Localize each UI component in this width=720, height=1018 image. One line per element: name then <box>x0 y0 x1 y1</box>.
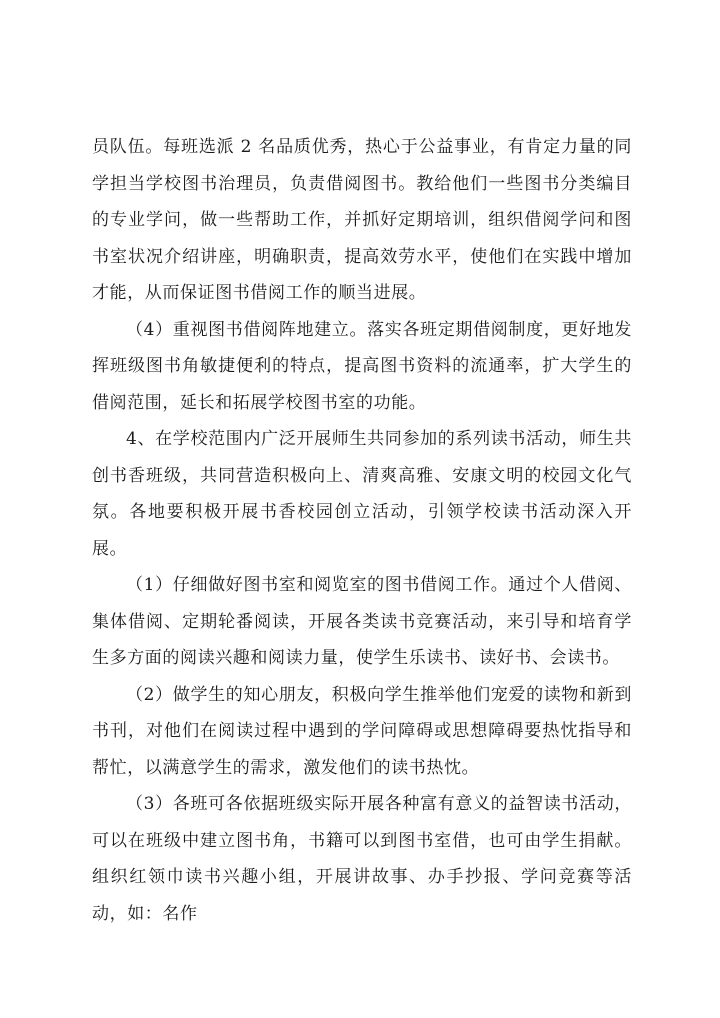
document-body <box>92 129 632 932</box>
paragraph-item-4: 4、在学校范围内广泛开展师生共同参加的系列读书活动，师生共创书香班级，共同营造积极向上、清爽高雅、安康文明的校园文化气氛。各地要积极开展书香校园创立活动，引领学校读书活动深入开展。 <box>92 429 632 559</box>
paragraph-item-2: （2）做学生的知心朋友，积极向学生推举他们宠爱的读物和新到书刊，对他们在阅读过程中遇到的学问障碍或思想障碍要热忱指导和帮忙，以满意学生的需求，激发他们的读书热忱。 <box>92 684 632 778</box>
paragraph-item-3: （3）各班可各依据班级实际开展各种富有意义的益智读书活动，可以在班级中建立图书角，书籍可以到图书室借，也可由学生捐献。组织红领巾读书兴趣小组，开展讲故事、办手抄报、学问竞赛等活动，如：名作 <box>92 794 632 924</box>
paragraph-item-1: （1）仔细做好图书室和阅览室的图书借阅工作。通过个人借阅、集体借阅、定期轮番阅读，开展各类读书竞赛活动，来引导和培育学生多方面的阅读兴趣和阅读力量，使学生乐读书、读好书、会读书。 <box>92 575 632 668</box>
paragraph-item-4-sub: （4）重视图书借阅阵地建立。落实各班定期借阅制度，更好地发挥班级图书角敏捷便利的特点，提高图书资料的流通率，扩大学生的借阅范围，延长和拓展学校图书室的功能。 <box>92 319 632 413</box>
paragraph-continuation: 员队伍。每班选派 2 名品质优秀，热心于公益事业，有肯定力量的同学担当学校图书治理员，负责借阅图书。教给他们一些图书分类编目的专业学问，做一些帮助工作，并抓好定期培训，组织借阅学问和图书室状况介绍讲座，明确职责，提高效劳水平，使他们在实践中增加才能，从而保证图书借阅工作的顺当进展。 <box>92 137 632 303</box>
